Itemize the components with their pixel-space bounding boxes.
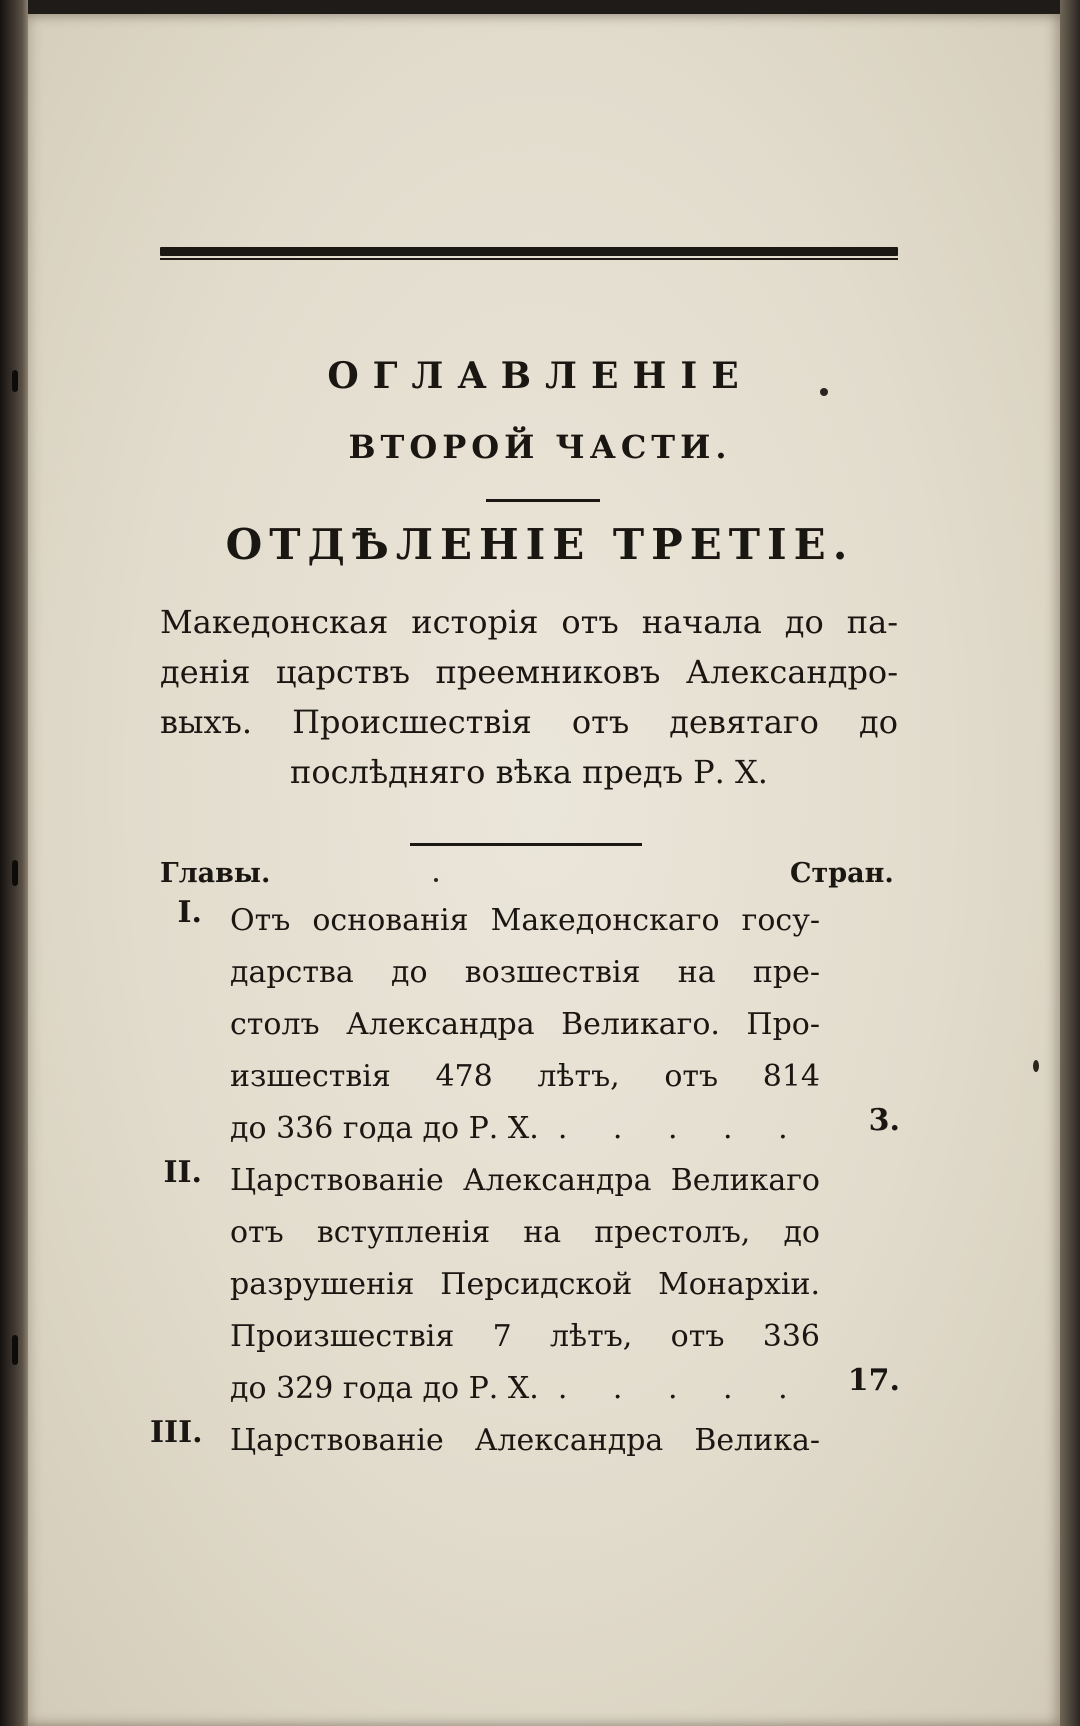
section-title: ОТДѢЛЕНІЕ ТРЕТІЕ. [225,520,855,569]
chapter-line-text: до 329 года до Р. Х. [230,1371,539,1406]
divider-rule [410,843,642,846]
toc-entry [150,895,900,1155]
page-subtitle: ВТОРОЙ ЧАСТИ. [348,428,732,466]
dot-leader: . . . . . [557,1111,806,1146]
chapter-line [230,1363,820,1415]
summary-line: денія царствъ преемниковъ Александро- [160,653,898,691]
chapter-line: столъ Александра Великаго. Про- [230,1007,820,1042]
page-number: 3. [868,1103,900,1138]
chapters-column-header: Главы. [160,858,271,889]
page-edge [1060,0,1080,1726]
table-of-contents [150,895,900,1467]
chapter-number: I. [177,895,202,930]
chapter-line: Царствованіе Александра Велика- [230,1423,820,1458]
page-title: ОГЛАВЛЕНІЕ [327,355,753,397]
chapter-line: изшествія 478 лѣтъ, отъ 814 [230,1059,820,1094]
summary-line: выхъ. Происшествія отъ девятаго до [160,703,898,741]
divider-rule [486,499,600,502]
chapter-line: Царствованіе Александра Великаго [230,1163,820,1198]
chapter-number: II. [163,1155,202,1190]
chapter-line: отъ вступленія на престолъ, до [230,1215,820,1250]
chapter-line: Произшествія 7 лѣтъ, отъ 336 [230,1319,820,1354]
chapter-line: дарства до возшествія на пре- [230,955,820,990]
chapter-description [230,895,820,1155]
toc-entry [150,1415,900,1467]
chapter-line: разрушенія Персидской Монархіи. [230,1267,820,1302]
chapter-description [230,1415,820,1467]
pages-column-header: Стран. [790,858,894,889]
summary-line: Македонская исторія отъ начала до па- [160,603,898,641]
section-summary [160,597,898,797]
ink-speck [434,878,438,882]
dot-leader: . . . . . [557,1371,806,1406]
summary-line: послѣдняго вѣка предъ Р. Х. [290,753,768,791]
chapter-description [230,1155,820,1415]
chapter-number: III. [150,1415,203,1450]
ink-speck [1033,1060,1039,1072]
binding-thread [12,860,18,886]
chapter-line: Отъ основанія Македонскаго госу- [230,903,820,938]
page-number: 17. [847,1363,900,1398]
binding-thread [12,1335,18,1365]
top-double-rule [160,247,898,261]
chapter-line-text: до 336 года до Р. Х. [230,1111,539,1146]
ink-speck [820,388,828,396]
chapter-line [230,1103,820,1155]
toc-entry [150,1155,900,1415]
